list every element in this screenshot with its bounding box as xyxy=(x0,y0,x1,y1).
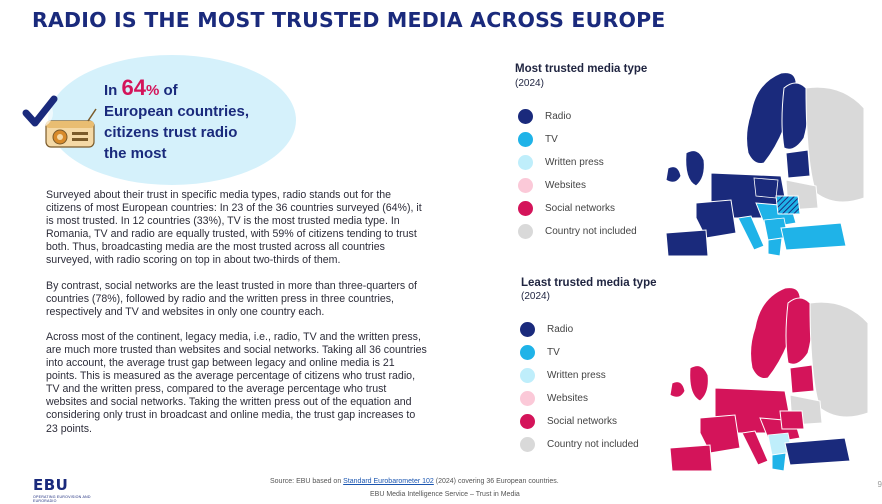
legend-label: TV xyxy=(545,134,558,145)
body-text xyxy=(46,189,428,448)
legend-label: Social networks xyxy=(545,203,616,214)
source-note xyxy=(270,478,670,485)
legend-swatch-icon xyxy=(518,224,533,239)
page-number: 9 xyxy=(877,480,882,489)
legend-label: Websites xyxy=(547,393,588,404)
callout-prefix: In xyxy=(104,82,122,99)
legend-swatch-icon xyxy=(520,322,535,337)
most_trusted-legend-item xyxy=(518,197,637,220)
legend-swatch-icon xyxy=(518,155,533,170)
most-trusted-title: Most trusted media type xyxy=(515,63,648,75)
most_trusted-legend-item xyxy=(518,105,637,128)
most_trusted-legend-item xyxy=(518,128,637,151)
source-prefix: Source: EBU based on xyxy=(270,478,344,485)
least_trusted-legend-item xyxy=(520,318,639,341)
source-suffix: (2024) covering 36 European countries. xyxy=(433,478,559,485)
least-trusted-map xyxy=(660,283,870,473)
legend-swatch-icon xyxy=(518,132,533,147)
legend-label: TV xyxy=(547,347,560,358)
radio-checkmark-illustration xyxy=(20,93,100,153)
paragraph-3: Across most of the continent, legacy media, i.e., radio, TV and the written press, are much more trusted than websites and social networks. Taking all 36 countries into account, the average trust gap between legacy and online media is 21 points. This is measured as the average percentage of citizens who trust radio, TV and the written press, compared to the average percentage who trust websites and social networks. Taking the written press out of the equation and considering only trust in broadcast and online media, the trust gap increases to 23 points. xyxy=(46,330,427,435)
most_trusted-legend-item xyxy=(518,151,637,174)
paragraph-2: By contrast, social networks are the least trusted in more than three-quarters of countries (78%), followed by radio and the written press in three countries, respectively and TV and websites in only one country each. xyxy=(46,279,417,318)
legend-swatch-icon xyxy=(520,414,535,429)
callout-line-3: citizens trust radio xyxy=(104,124,238,141)
least-trusted-title: Least trusted media type xyxy=(521,277,657,289)
least_trusted-legend-item xyxy=(520,433,639,456)
legend-label: Radio xyxy=(545,111,572,122)
logo-subtitle: OPERATING EUROVISION AND EURORADIO xyxy=(33,495,91,503)
callout-value: 64 xyxy=(121,75,146,100)
callout-line-4: the most xyxy=(104,145,167,162)
footer-text: EBU Media Intelligence Service – Trust in Media xyxy=(370,491,520,498)
callout-unit: % xyxy=(145,82,160,99)
most-trusted-map xyxy=(656,68,866,258)
legend-swatch-icon xyxy=(520,345,535,360)
most-trusted-legend xyxy=(518,105,637,243)
least-trusted-subtitle: (2024) xyxy=(521,291,550,302)
legend-label: Radio xyxy=(547,324,574,335)
least_trusted-legend-item xyxy=(520,410,639,433)
legend-label: Written press xyxy=(547,370,606,381)
legend-swatch-icon xyxy=(520,391,535,406)
legend-swatch-icon xyxy=(518,201,533,216)
ebu-logo xyxy=(33,478,113,503)
page-title: RADIO IS THE MOST TRUSTED MEDIA ACROSS EUROPE xyxy=(32,8,666,32)
least_trusted-legend-item xyxy=(520,364,639,387)
legend-label: Websites xyxy=(545,180,586,191)
legend-swatch-icon xyxy=(520,368,535,383)
least_trusted-legend-item xyxy=(520,387,639,410)
radio-icon xyxy=(46,109,96,147)
legend-label: Social networks xyxy=(547,416,618,427)
least-trusted-legend xyxy=(520,318,639,456)
paragraph-1: Surveyed about their trust in specific media types, radio stands out for the citizens of most European countries: In 23 of the 36 countries surveyed (64%), it is most trusted. In 12 countries (33%), TV is the most trusted media type. In Romania, TV and radio are equally trusted, with 59% of citizens tending to trust both. Thus, broadcasting media are the most trusted across all countries surveyed, with radio scoring on top in about two-thirds of them. xyxy=(46,189,422,267)
source-link[interactable]: Standard Eurobarometer 102 xyxy=(343,478,434,485)
callout-suffix: of xyxy=(159,82,178,99)
most-trusted-subtitle: (2024) xyxy=(515,78,544,89)
legend-swatch-icon xyxy=(518,178,533,193)
most_trusted-legend-item xyxy=(518,220,637,243)
legend-label: Written press xyxy=(545,157,604,168)
legend-swatch-icon xyxy=(520,437,535,452)
logo-mark: EBU xyxy=(33,476,69,494)
callout-text xyxy=(104,77,290,164)
legend-label: Country not included xyxy=(545,226,637,237)
least_trusted-legend-item xyxy=(520,341,639,364)
legend-swatch-icon xyxy=(518,109,533,124)
callout-line-2: European countries, xyxy=(104,103,250,120)
legend-label: Country not included xyxy=(547,439,639,450)
most_trusted-legend-item xyxy=(518,174,637,197)
